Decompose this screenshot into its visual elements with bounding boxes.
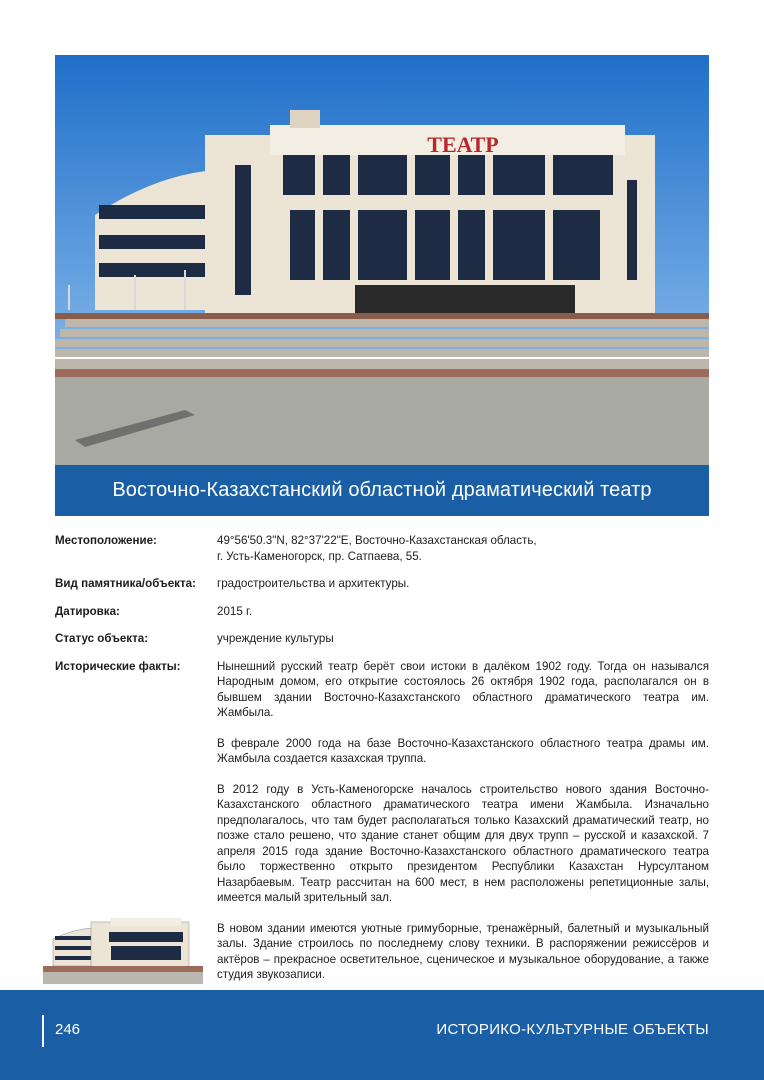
footer-divider — [42, 1015, 44, 1047]
history-paragraph: Нынешний русский театр берёт свои истоки в далёком 1902 году. Тогда он назывался Народным домом, его открытие состоялось 26 октября 1902 года, располагался он в бывшем здании Восточно-Казахстанского областного драматического театра им. Жамбыла. — [217, 659, 709, 719]
info-label: Исторические факты: — [55, 659, 181, 673]
info-row-date — [55, 604, 709, 620]
page-footer — [0, 990, 764, 1080]
theatre-photo — [55, 55, 709, 465]
object-title: Восточно-Казахстанский областной драматический театр — [112, 479, 652, 501]
info-value — [217, 533, 709, 564]
info-label: Вид памятника/объекта: — [55, 577, 196, 590]
history-text — [217, 659, 709, 983]
info-row-location — [55, 533, 709, 564]
history-paragraph: В новом здании имеются уютные гримуборные, тренажёрный, балетный и музыкальный залы. Здание строилось по последнему слову техники. В распоряжении режиссёров и актёров – прекрасное осветительное, сценическое и музыкальное оборудование, а также студия звукозаписи. — [217, 921, 709, 981]
info-label: Местоположение: — [55, 534, 157, 547]
section-title: ИСТОРИКО-КУЛЬТУРНЫЕ ОБЪЕКТЫ — [436, 1021, 709, 1038]
history-paragraph: В 2012 году в Усть-Каменогорске началось строительство нового здания Восточно-Казахстанского областного драматического театра имени Жамбыла. Изначально предполагалось, что там будет располагаться только Казахский драматический театр, но позже стало решено, что здание станет общим для двух трупп – русской и казахской. 7 апреля 2015 года здание Восточно-Казахстанского областного драматического театра было торжественно открыто президентом Республики Казахстан Нурсултаном Назарбаевым. Театр рассчитан на 600 мест, в нем расположены репетиционные залы, имеется малый зрительный зал. — [217, 782, 709, 904]
page-number: 246 — [55, 1021, 81, 1038]
history-paragraph: В феврале 2000 года на базе Восточно-Казахстанского областного театра драмы им. Жамбыла создается казахская труппа. — [217, 736, 709, 765]
theatre-thumbnail — [43, 904, 203, 984]
info-row-type — [55, 576, 709, 592]
info-value-line: 49°56'50.3"N, 82°37'22"E, Восточно-Казахстанская область, — [217, 534, 537, 547]
info-row-status — [55, 631, 709, 647]
info-value: учреждение культуры — [217, 632, 334, 645]
info-value: 2015 г. — [217, 604, 253, 618]
title-bar — [55, 465, 709, 516]
info-label: Датировка: — [55, 604, 120, 618]
info-value-line: г. Усть-Каменогорск, пр. Сатпаева, 55. — [217, 549, 422, 563]
info-label: Статус объекта: — [55, 632, 149, 645]
info-value: градостроительства и архитектуры. — [217, 577, 410, 590]
theatre-sign-text: ТЕАТР — [427, 132, 499, 157]
